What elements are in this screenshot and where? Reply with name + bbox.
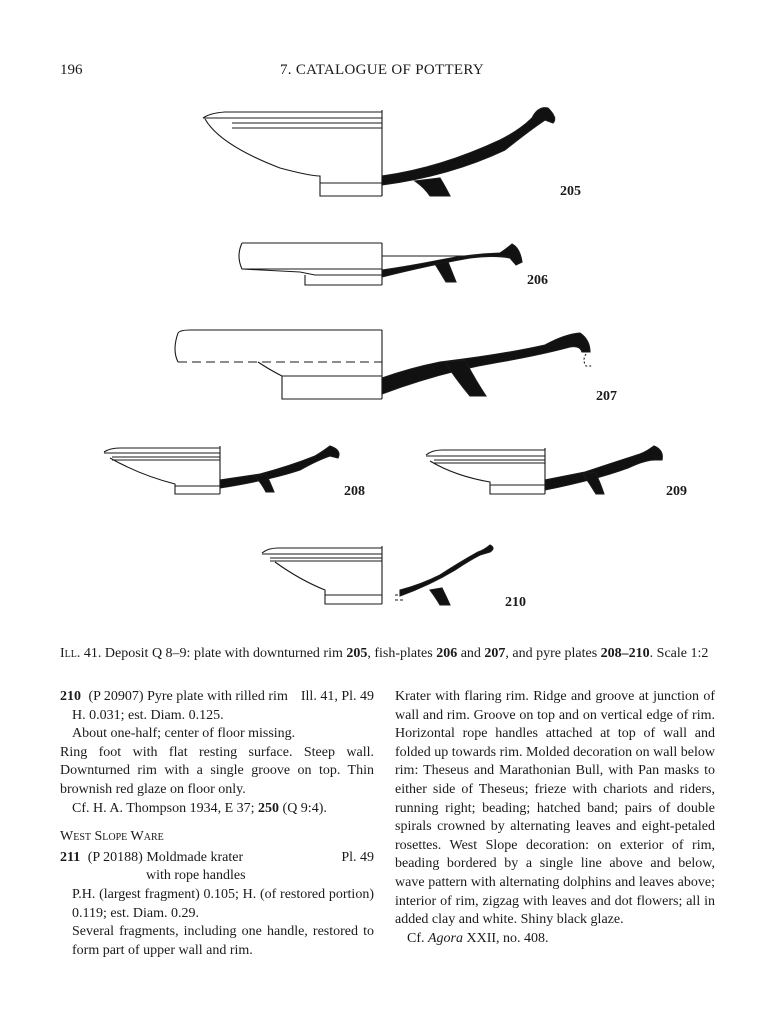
- entry-210-inventory: (P 20907): [88, 689, 144, 704]
- profile-207: [175, 330, 592, 399]
- caption-ref-205: 205: [346, 646, 368, 661]
- caption-ref-206: 206: [436, 646, 458, 661]
- figure-label-209: 209: [666, 484, 687, 499]
- entry-211-preservation: Several fragments, including one handle, restored to form part of upper wall and rim.: [72, 924, 374, 958]
- caption-text-e: . Scale 1:2: [649, 646, 709, 661]
- entry-210-title: Pyre plate with rilled rim: [147, 689, 288, 704]
- entry-210-cf-a: Cf. H. A. Thompson 1934, E 37;: [72, 800, 255, 816]
- running-title: 7. CATALOGUE OF POTTERY: [279, 62, 485, 78]
- section-heading-west-slope: West Slope Ware: [60, 829, 164, 845]
- entry-210-cf-b: (Q 9:4).: [282, 800, 327, 816]
- entry-210-cf-number: 250: [258, 800, 280, 816]
- entry-210-preservation: About one-half; center of floor missing.: [72, 726, 296, 742]
- entry-211-cf-b: XXII, no. 408.: [466, 930, 549, 946]
- entry-211-cf-italic: Agora: [428, 930, 463, 946]
- profile-205: [203, 108, 555, 196]
- entry-211-reference: Pl. 49: [341, 849, 374, 865]
- entry-210-dimensions: H. 0.031; est. Diam. 0.125.: [72, 707, 224, 723]
- caption-text-b: , fish-plates: [367, 646, 433, 661]
- left-column: [60, 688, 374, 960]
- figure-label-208: 208: [344, 484, 365, 499]
- profile-209: [426, 446, 662, 494]
- entry-211-header: [60, 849, 374, 868]
- figure-label-207: 207: [596, 389, 617, 404]
- profile-210: [262, 545, 493, 605]
- figure-label-210: 210: [505, 595, 526, 610]
- profile-208: [104, 446, 339, 494]
- page-number: 196: [60, 62, 83, 78]
- entry-211-dimensions: P.H. (largest fragment) 0.105; H. (of restored portion) 0.119; est. Diam. 0.29.: [72, 886, 374, 921]
- entry-210-comparanda: [60, 800, 374, 819]
- figure-label-205: 205: [560, 184, 581, 199]
- entry-211-title-line1: Moldmade krater: [146, 849, 244, 865]
- caption-ill: Ill. 41.: [60, 646, 102, 661]
- right-column: [395, 688, 715, 948]
- entry-211-comparanda: [395, 930, 715, 949]
- entry-210-header: [60, 688, 374, 707]
- caption-ref-208-210: 208–210: [600, 646, 650, 661]
- caption-text-a: plate with downturned rim: [193, 646, 343, 661]
- profile-206: [239, 243, 522, 285]
- figure-caption: [60, 645, 720, 663]
- entry-211-cf-a: Cf.: [407, 930, 425, 946]
- caption-text-d: , and pyre plates: [505, 646, 598, 661]
- entry-211-inventory: (P 20188): [87, 849, 143, 865]
- caption-deposit: Deposit Q 8–9:: [104, 646, 191, 661]
- entry-210-reference: Ill. 41, Pl. 49: [300, 689, 374, 704]
- entry-211-title-line2: with rope handles: [146, 868, 246, 884]
- entry-210-description: Ring foot with flat resting surface. Steep wall. Downturned rim with a single groove on top. Thin brownish red glaze on floor only.: [60, 744, 374, 797]
- figure-label-206: 206: [527, 273, 548, 288]
- entry-211-description: Krater with flaring rim. Ridge and groove at junction of wall and rim. Groove on top and on vertical edge of rim. Horizontal rope handles attached at top of wall and folded up towards rim. Molded decoration on wall below rim: Theseus and Marathonian Bull, with Pan masks to either side of Theseus; frieze with chariots and riders, running right; beading; hatched band; pairs of double spirals crowned by alternating leaves and eight-petaled rosettes. West Slope decoration: on exterior of rim, beading bordered by a single line above and below, wave pattern with alternating dolphins and leaves above; interior of rim, zigzag with leaves and dot flowers; all in added clay and white. Shiny black glaze.: [395, 689, 715, 928]
- caption-text-c: and: [460, 646, 481, 661]
- entry-211-number: 211: [60, 849, 81, 865]
- entry-210-number: 210: [60, 689, 81, 704]
- caption-ref-207: 207: [484, 646, 506, 661]
